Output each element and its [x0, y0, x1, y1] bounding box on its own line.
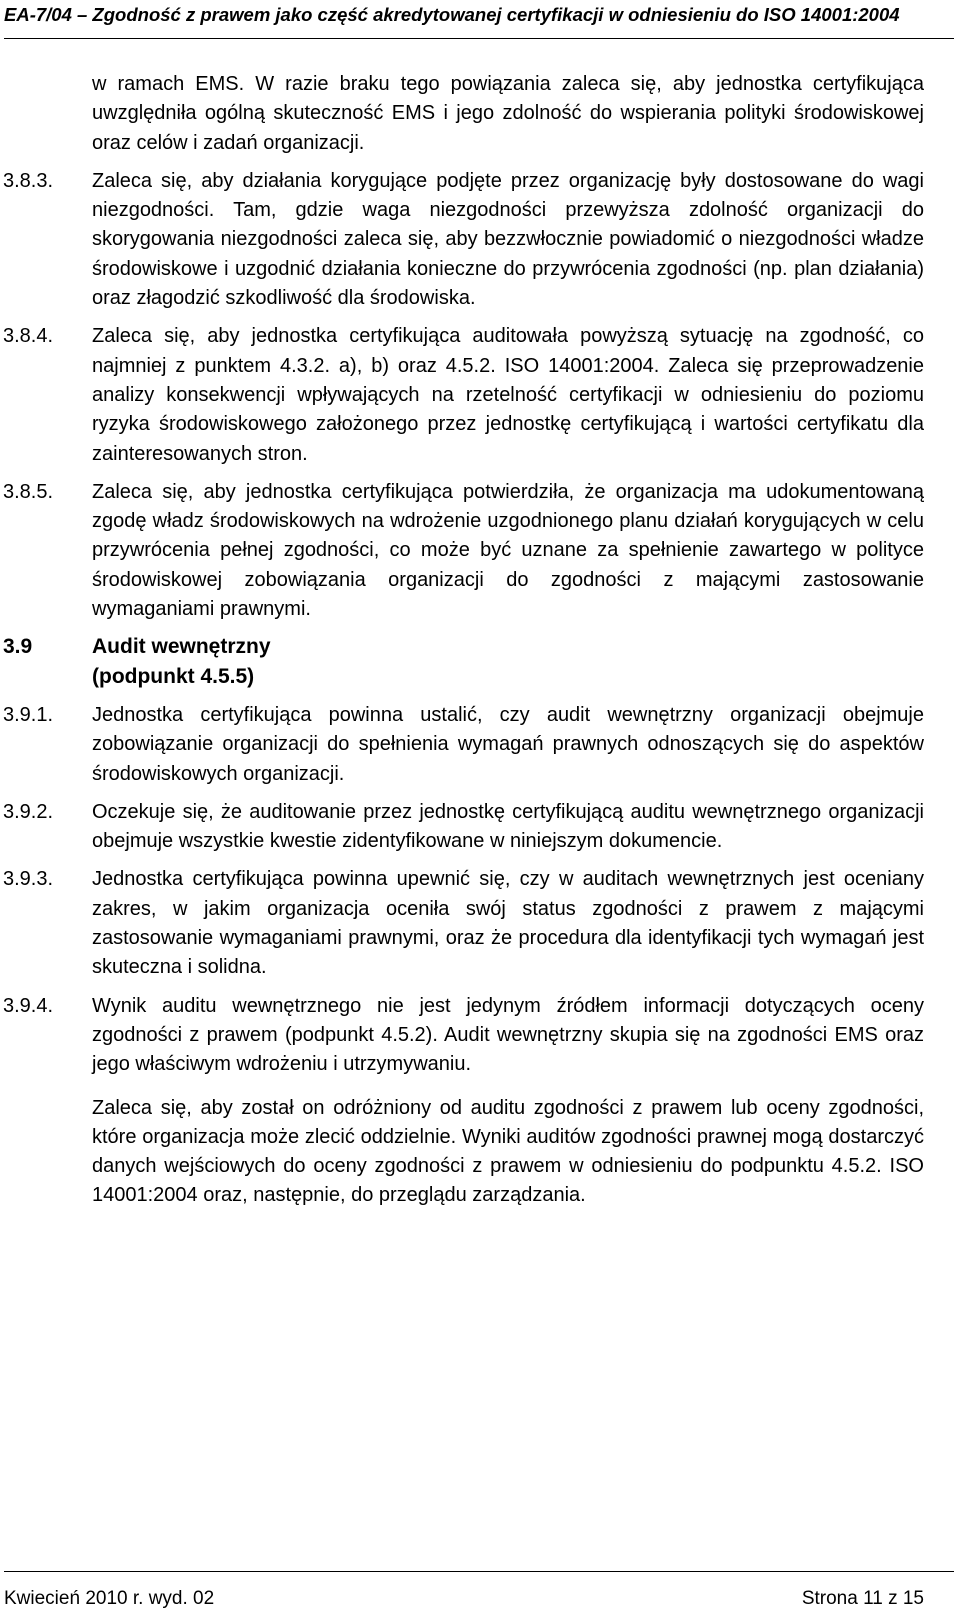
section-title-line-1: Audit wewnętrzny: [92, 635, 271, 659]
paragraph-number: 3.8.3.: [3, 169, 54, 192]
paragraph-3-9-3: [0, 865, 960, 982]
paragraph-text: Wynik auditu wewnętrznego nie jest jedynym źródłem informacji dotyczących oceny zgodności z prawem (podpunkt 4.5.2). Audit wewnętrzny skupia się na zgodności EMS oraz jego właściwym wdrożeniu i utrzymywaniu.: [92, 994, 924, 1076]
section-title-line-2: (podpunkt 4.5.5): [92, 664, 255, 688]
section-number: 3.9: [3, 635, 33, 659]
paragraph-text: Zaleca się, aby został on odróżniony od auditu zgodności z prawem lub oceny zgodności, które organizacja może zlecić oddzielnie. Wyniki auditów zgodności prawnej mogą dostarczyć danych wejściowych do oceny zgodności z prawem w odniesieniu do podpunktu 4.5.2. ISO 14001:2004 oraz, następnie, do przeglądu zarządzania.: [92, 1096, 924, 1207]
paragraph-text: Zaleca się, aby jednostka certyfikująca auditowała powyższą sytuację na zgodność, co najmniej z punktem 4.3.2. a), b) oraz 4.5.2. ISO 14001:2004. Zaleca się przeprowadzenie analizy konsekwencji wpływających na rzetelność certyfikacji w odniesieniu do poziomu ryzyka środowiskowego założonego przez jednostkę certyfikującą i wartości certyfikatu dla zainteresowanych stron.: [92, 325, 924, 465]
paragraph-number: 3.9.2.: [3, 800, 54, 823]
footer-page-number: Strona 11 z 15: [801, 1588, 924, 1609]
section-title: [92, 632, 924, 691]
paragraph-3-8-3: [0, 167, 960, 313]
paragraph-number: 3.9.3.: [3, 868, 54, 891]
paragraph-3-8-5: [0, 478, 960, 624]
page-footer: [4, 1571, 954, 1612]
paragraph-3-9-1: [0, 701, 960, 789]
paragraph-text: Jednostka certyfikująca powinna ustalić, czy audit wewnętrzny organizacji obejmuje zobowiązanie organizacji do spełnienia wymagań prawnych odnoszących się do aspektów środowiskowych organizacji.: [92, 703, 924, 785]
paragraph-continuation: [0, 70, 960, 158]
paragraph-3-9-2: [0, 798, 960, 857]
paragraph-text: w ramach EMS. W razie braku tego powiązania zaleca się, aby jednostka certyfikująca uwzględniła ogólną skuteczność EMS i jego zdolność do wspierania polityki środowiskowej oraz celów i zadań organizacji.: [92, 73, 924, 154]
paragraph-text: Zaleca się, aby działania korygujące podjęte przez organizację były dostosowane do wagi niezgodności. Tam, gdzie waga niezgodności przewyższa zdolność organizacji do skorygowania niezgodności zaleca się, aby bezzwłocznie powiadomić o niezgodności władze środowiskowe i uzgodnić działania konieczne do przywrócenia zgodności (np. plan działania) oraz złagodzić szkodliwość dla środowiska.: [92, 169, 924, 310]
paragraph-text: Oczekuje się, że auditowanie przez jednostkę certyfikującą auditu wewnętrznego organizacji obejmuje wszystkie kwestie zidentyfikowane w niniejszym dokumencie.: [92, 800, 924, 853]
paragraph-number: 3.8.5.: [3, 480, 54, 503]
paragraph-number: 3.9.1.: [3, 703, 54, 726]
page-header: [4, 4, 954, 39]
section-heading: [0, 632, 960, 691]
paragraph-text: Zaleca się, aby jednostka certyfikująca potwierdziła, że organizacja ma udokumentowaną zgodę władz środowiskowych na wdrożenie uzgodnionego planu działań korygujących w celu przywrócenia pełnej zgodności, co może być uznane za spełnienie zawartego w polityce środowiskowej zobowiązania organizacji do zgodności z mającymi zastosowanie wymaganiami prawnymi.: [92, 480, 924, 621]
paragraph-text: Jednostka certyfikująca powinna upewnić się, czy w auditach wewnętrznych jest oceniany zakres, w jakim organizacja oceniła swój status zgodności z prawem z mającymi zastosowanie wymaganiami prawnymi, oraz że procedura dla identyfikacji tych wymagań jest skuteczna i solidna.: [92, 868, 924, 979]
paragraph-number: 3.8.4.: [3, 325, 54, 348]
footer-date-edition: Kwiecień 2010 r. wyd. 02: [4, 1588, 215, 1609]
document-title: EA-7/04 – Zgodność z prawem jako część akredytowanej certyfikacji w odniesieniu do ISO 14001:2004: [4, 4, 900, 25]
paragraph-3-8-4: [0, 322, 960, 468]
paragraph-3-9-4: [0, 992, 960, 1080]
paragraph-number: 3.9.4.: [3, 994, 54, 1017]
paragraph-3-9-4-continued: [0, 1094, 960, 1211]
page-content: [0, 70, 960, 1211]
